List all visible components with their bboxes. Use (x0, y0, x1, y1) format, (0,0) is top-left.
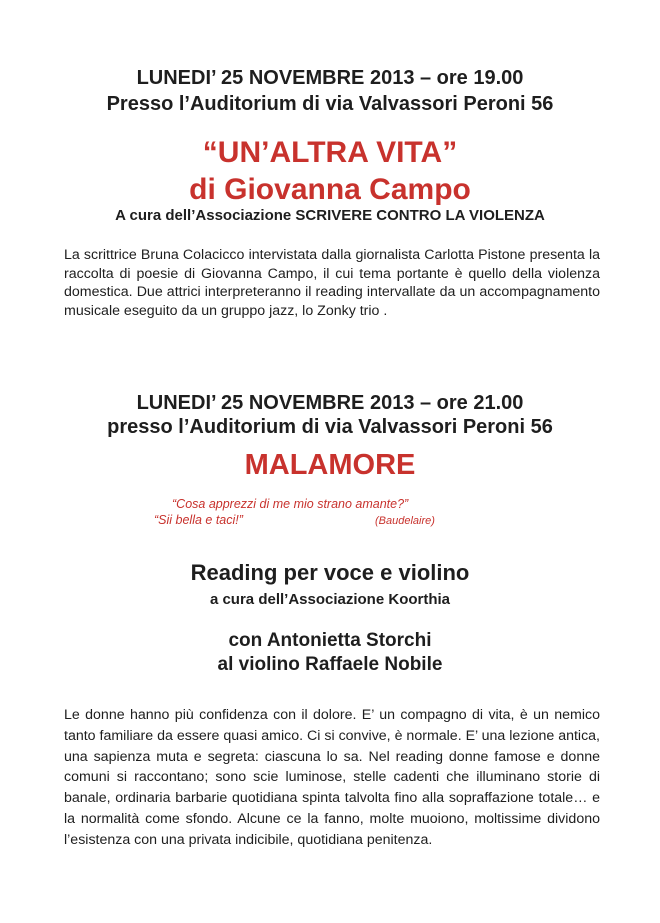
event2-venue-line: presso l’Auditorium di via Valvassori Peroni 56 (107, 416, 553, 438)
event2-quote-author: (Baudelaire) (375, 515, 435, 527)
event2-date-line: LUNEDI’ 25 NOVEMBRE 2013 – ore 21.00 (136, 392, 524, 414)
event2-performer2: al violino Raffaele Nobile (217, 654, 443, 675)
event2-quote-line1: “Cosa apprezzi di me mio strano amante?” (172, 497, 409, 511)
event2-subtitle: Reading per voce e violino (190, 560, 470, 585)
event2-performer1: con Antonietta Storchi (228, 630, 432, 651)
event1-title: “UN’ALTRA VITA” (202, 136, 458, 169)
event2-description: Le donne hanno più confidenza con il dolore. E’ un compagno di vita, è un nemico tanto familiare da essere quasi amico. Ci si convive, è normale. E’ una lezione antica, una sapienza muta e segreta: ciascuna lo sa. Nel reading donne famose e donne comuni si raccontano; sono scie luminose, stelle cadenti che illuminano storie di banale, ordinaria barbarie quotidiana spinta talvolta fino alla sopraffazione totale… e la normalità come sfondo. Alcune ce la fanno, molte muoiono, moltissime dividono l’esistenza con una privata indicibile, quotidiana penitenza. (64, 707, 600, 848)
event1-venue-line: Presso l’Auditorium di via Valvassori Peroni 56 (106, 93, 554, 115)
event2-quote-line2: “Sii bella e taci!” (154, 513, 243, 527)
event2-title: MALAMORE (244, 449, 416, 481)
event1-author: di Giovanna Campo (189, 173, 471, 206)
event1-organizer: A cura dell’Associazione SCRIVERE CONTRO LA VIOLENZA (115, 207, 545, 224)
event1-date-line: LUNEDI’ 25 NOVEMBRE 2013 – ore 19.00 (136, 67, 524, 89)
event2-organizer: a cura dell’Associazione Koorthia (209, 591, 451, 608)
event1-description: La scrittrice Bruna Colacicco intervistata dalla giornalista Carlotta Pistone presenta la raccolta di poesie di Giovanna Campo, il cui tema portante è quello della violenza domestica. Due attrici interpreteranno il reading intervallate da un accompagnamento musicale eseguito da un gruppo jazz, lo Zonky trio . (64, 247, 600, 319)
